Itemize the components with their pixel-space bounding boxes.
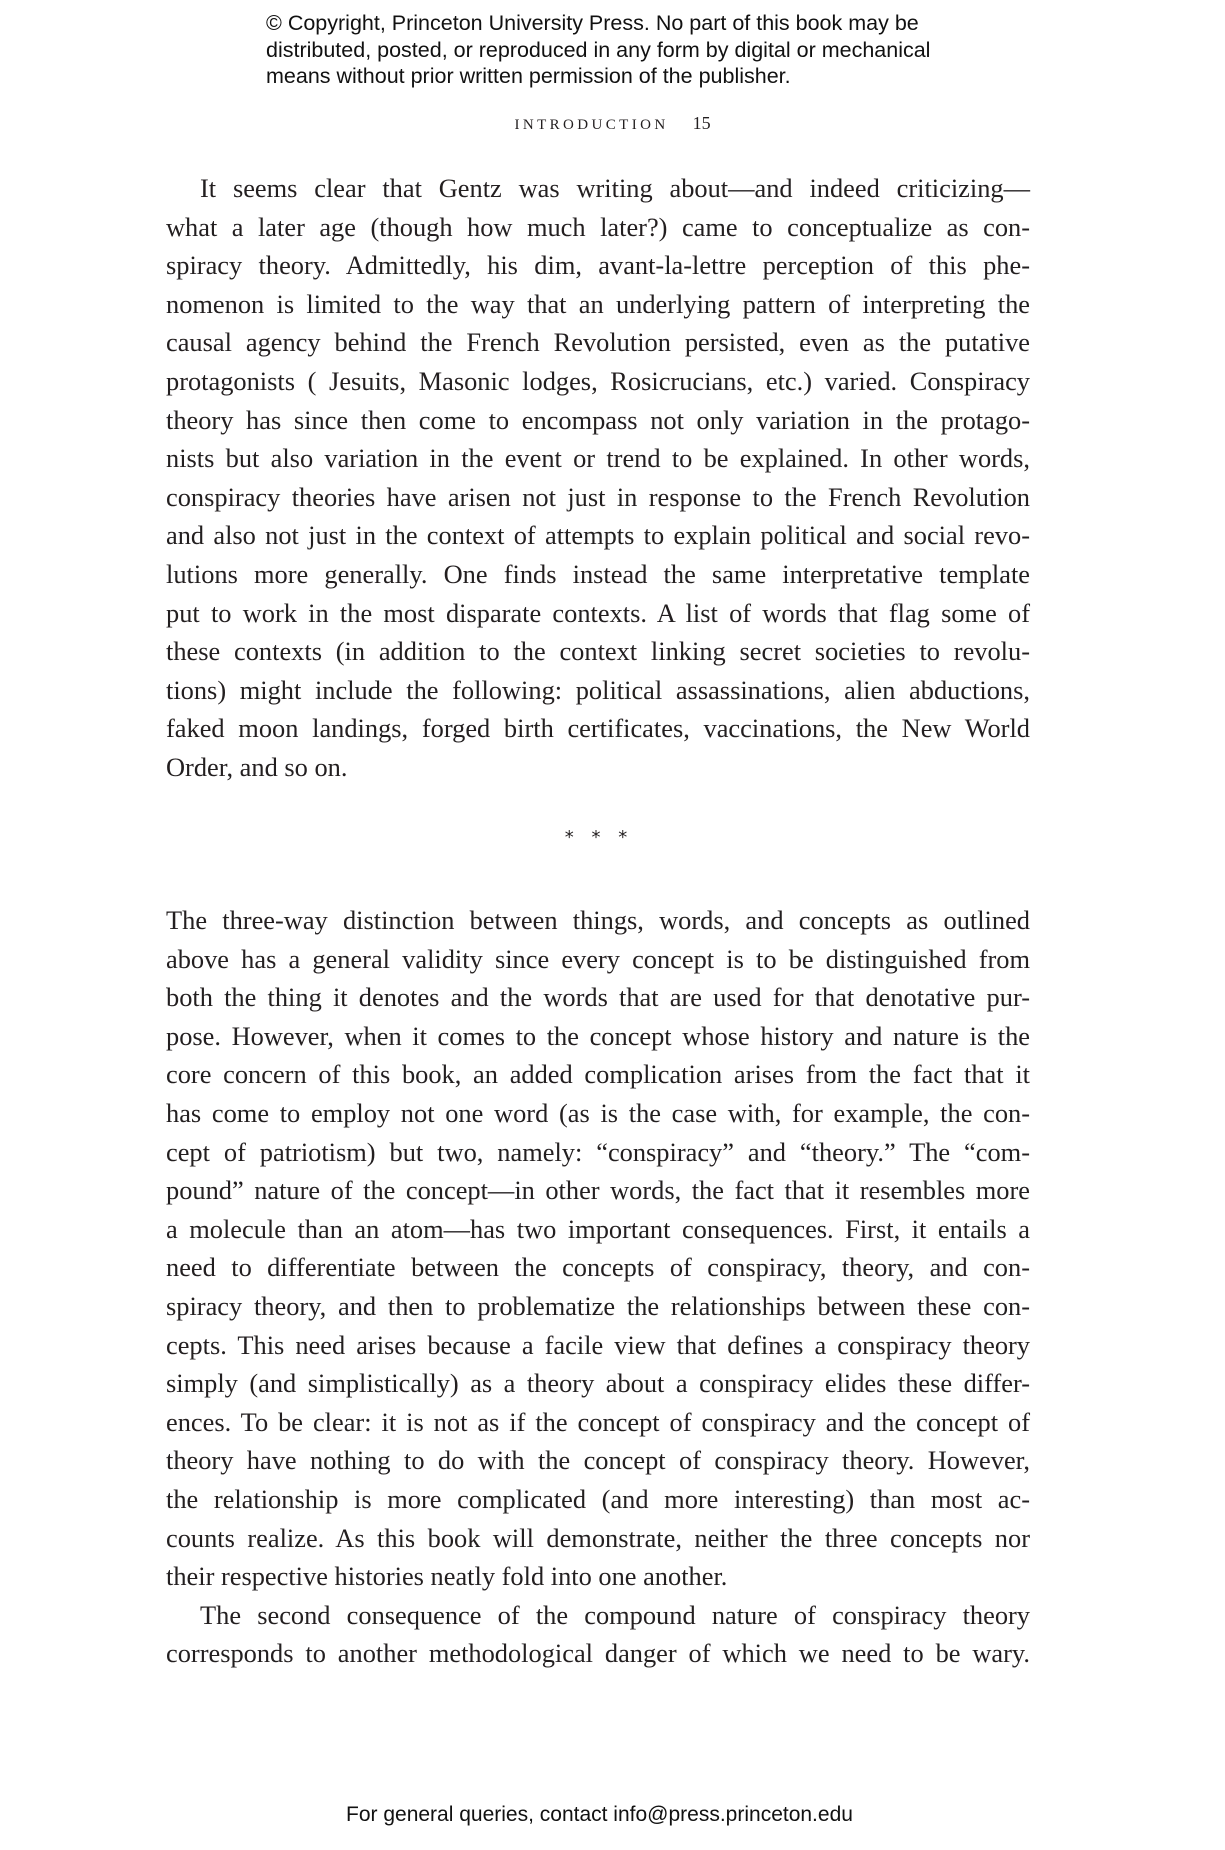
text-line: tions) might include the following: political assassinations, alien abductions, xyxy=(166,674,1030,705)
text-line: pound” nature of the concept—in other words, the fact that it resembles more xyxy=(166,1175,1030,1206)
copyright-line: distributed, posted, or reproduced in any form by digital or mechanical xyxy=(266,37,931,62)
copyright-notice xyxy=(266,10,1026,90)
text-line: causal agency behind the French Revolution persisted, even as the putative xyxy=(166,327,1030,358)
text-line: conspiracy theories have arisen not just in response to the French Revolution xyxy=(166,481,1030,512)
page-number: 15 xyxy=(692,113,711,133)
text-line: counts realize. As this book will demonstrate, neither the three concepts nor xyxy=(166,1522,1030,1553)
text-line: Order, and so on. xyxy=(166,751,348,782)
text-line: cepts. This need arises because a facile view that defines a conspiracy theory xyxy=(166,1329,1030,1360)
text-line: above has a general validity since every concept is to be distinguished from xyxy=(166,943,1030,974)
running-head-section: INTRODUCTION xyxy=(514,117,669,133)
text-line: spiracy theory. Admittedly, his dim, avant-la-lettre perception of this phe- xyxy=(166,250,1030,281)
text-line: corresponds to another methodological danger of which we need to be wary. xyxy=(166,1638,1030,1669)
text-line: faked moon landings, forged birth certificates, vaccinations, the New World xyxy=(166,713,1030,744)
paragraph xyxy=(166,1596,1030,1673)
text-line: their respective histories neatly fold into one another. xyxy=(166,1561,728,1592)
text-line: The second consequence of the compound nature of conspiracy theory xyxy=(200,1599,1030,1630)
text-line: theory have nothing to do with the concept of conspiracy theory. However, xyxy=(166,1445,1030,1476)
text-line: put to work in the most disparate contexts. A list of words that flag some of xyxy=(166,597,1030,628)
text-line: The three-way distinction between things, words, and concepts as outlined xyxy=(166,905,1030,935)
text-line: these contexts (in addition to the context linking secret societies to revolu- xyxy=(166,636,1030,667)
text-line: protagonists ( Jesuits, Masonic lodges, Rosicrucians, etc.) varied. Conspiracy xyxy=(166,365,1030,396)
section-one-text xyxy=(166,169,1030,787)
text-line: spiracy theory, and then to problematize the relationships between these con- xyxy=(166,1290,1030,1321)
running-head xyxy=(0,113,1225,134)
text-line: theory has since then come to encompass not only variation in the protago- xyxy=(166,404,1030,435)
text-line: the relationship is more complicated (and more interesting) than most ac- xyxy=(166,1483,1030,1514)
paragraph xyxy=(166,901,1030,1596)
text-line: It seems clear that Gentz was writing about—and indeed criticizing— xyxy=(200,173,1030,203)
text-line: has come to employ not one word (as is the case with, for example, the con- xyxy=(166,1097,1030,1128)
text-line: cept of patriotism) but two, namely: “conspiracy” and “theory.” The “com- xyxy=(166,1136,1030,1167)
text-line: ences. To be clear: it is not as if the concept of conspiracy and the concept of xyxy=(166,1406,1030,1437)
text-line: core concern of this book, an added complication arises from the fact that it xyxy=(166,1059,1030,1090)
footer-contact: For general queries, contact info@press.princeton.edu xyxy=(346,1803,853,1826)
text-line: a molecule than an atom—has two important consequences. First, it entails a xyxy=(166,1213,1030,1244)
text-line: nomenon is limited to the way that an underlying pattern of interpreting the xyxy=(166,288,1030,319)
text-line: and also not just in the context of attempts to explain political and social revo- xyxy=(166,520,1030,551)
section-two-text xyxy=(166,901,1030,1673)
paragraph xyxy=(166,169,1030,787)
text-line: need to differentiate between the concepts of conspiracy, theory, and con- xyxy=(166,1252,1030,1283)
text-line: both the thing it denotes and the words that are used for that denotative pur- xyxy=(166,982,1030,1013)
copyright-line: © Copyright, Princeton University Press. No part of this book may be xyxy=(266,11,919,35)
text-line: simply (and simplistically) as a theory about a conspiracy elides these differ- xyxy=(166,1368,1030,1399)
text-line: lutions more generally. One finds instead the same interpretative template xyxy=(166,558,1030,589)
section-break-ornament: * * * xyxy=(564,827,634,848)
text-line: what a later age (though how much later?) came to conceptualize as con- xyxy=(166,211,1030,242)
text-line: pose. However, when it comes to the concept whose history and nature is the xyxy=(166,1020,1030,1051)
text-line: nists but also variation in the event or trend to be explained. In other words, xyxy=(166,443,1030,474)
copyright-line: means without prior written permission of the publisher. xyxy=(266,64,791,88)
